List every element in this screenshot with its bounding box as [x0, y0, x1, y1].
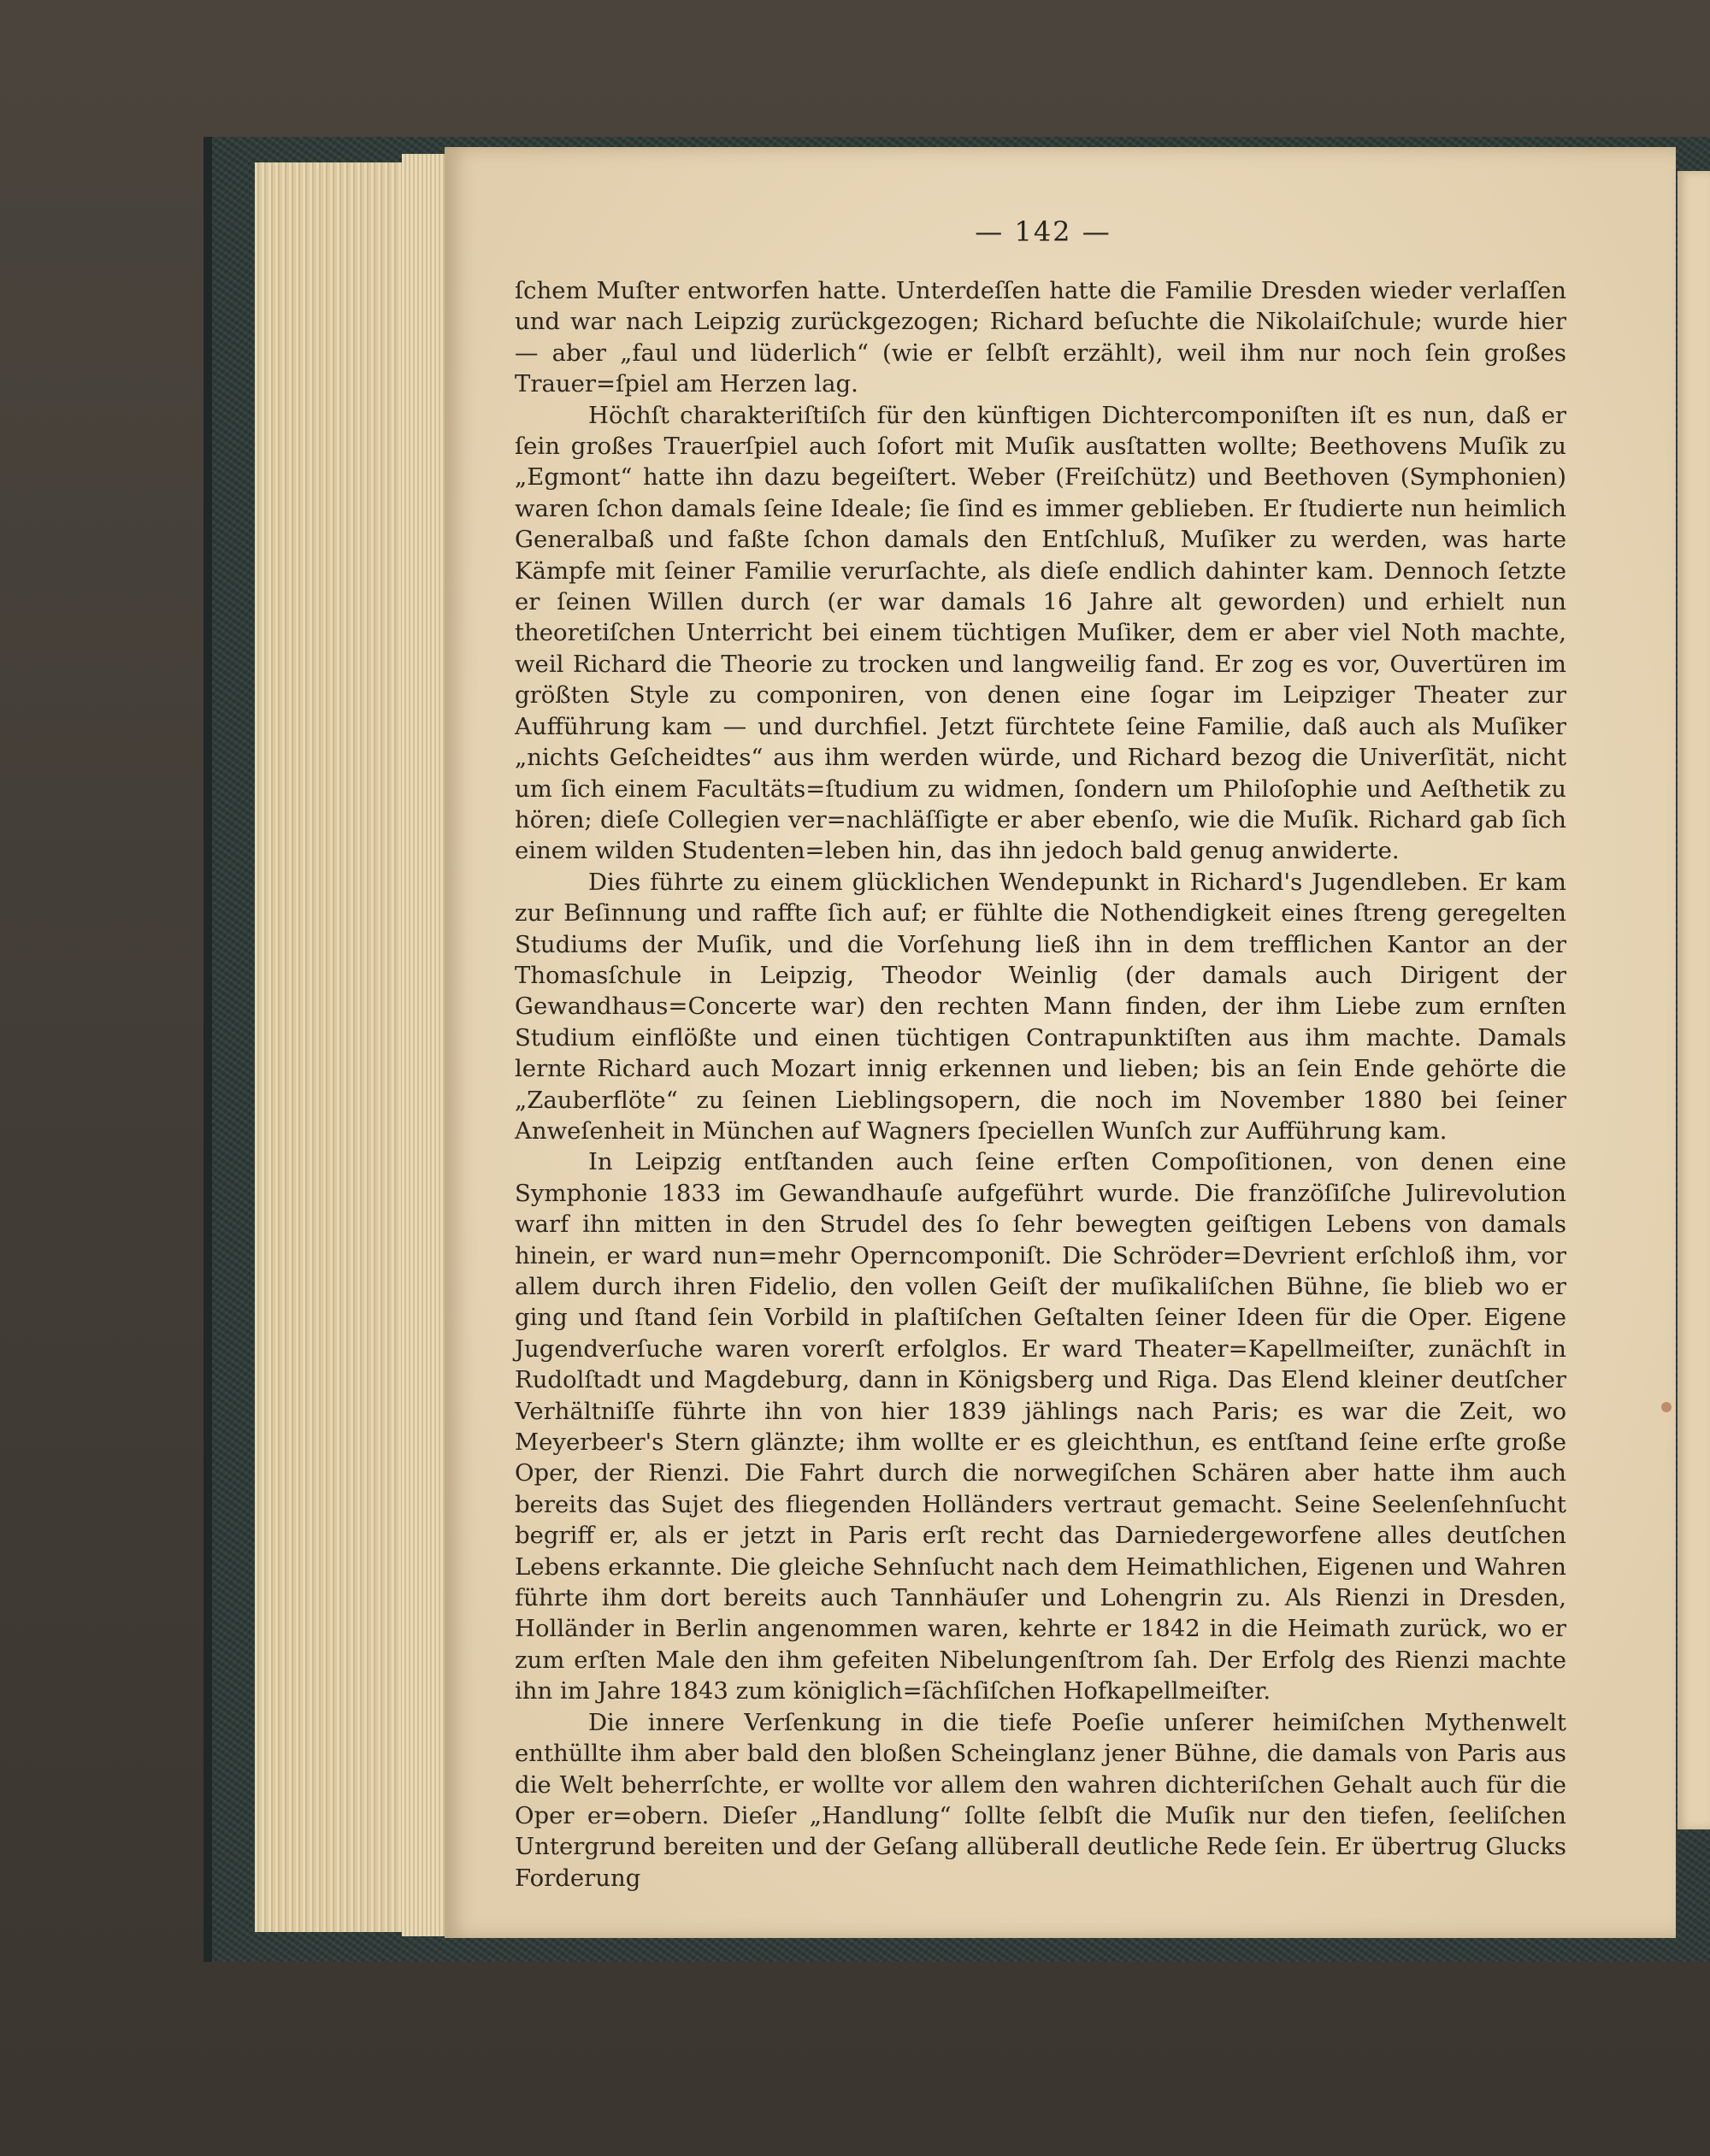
paragraph: Höchſt charakteriſtiſch für den künftigen Dichtercomponiſten iſt es nun, daß er ſein großes Trauerſpiel auch ſofort mit Muſik ausſtatten wollte; Beethovens Muſik zu „Egmont“ hatte ihn dazu begeiſtert. Weber (Freiſchütz) und Beethoven (Symphonien) waren ſchon damals ſeine Ideale; ſie ſind es immer geblieben. Er ſtudierte nun heimlich Generalbaß und faßte ſchon damals den Entſchluß, Muſiker zu werden, was harte Kämpfe mit ſeiner Familie verurſachte, als dieſe endlich dahinter kam. Dennoch ſetzte er ſeinen Willen durch (er war damals 16 Jahre alt geworden) und erhielt nun theoretiſchen Unterricht bei einem tüchtigen Muſiker, dem er aber viel Noth machte, weil Richard die Theorie zu trocken und langweilig fand. Er zog es vor, Ouvertüren im größten Style zu componiren, von denen eine ſogar im Leipziger Theater zur Aufführung kam — und durchfiel. Jetzt fürchtete ſeine Familie, daß auch als Muſiker „nichts Geſcheidtes“ aus ihm werden würde, und Richard bezog die Univerſität, nicht um ſich einem Facultäts=ſtudium zu widmen, ſondern um Philoſophie und Aeſthetik zu hören; dieſe Collegien ver=nachläſſigte er aber ebenſo, wie die Muſik. Richard gab ſich einem wilden Studenten=leben hin, das ihn jedoch bald genug anwiderte. — [515, 401, 1566, 865]
next-page-edge — [1678, 171, 1710, 1829]
paragraph: Die innere Verſenkung in die tiefe Poeſie unſerer heimiſchen Mythenwelt enthüllte ihm aber bald den bloßen Scheinglanz jener Bühne, die damals von Paris aus die Welt beherrſchte, er wollte vor allem den wahren dichteriſchen Gehalt auch für die Oper er=obern. Dieſer „Handlung“ ſollte ſelbſt die Muſik nur den tiefen, ſeeliſchen Untergrund bereiten und der Geſang allüberall deutliche Rede ſein. Er übertrug Glucks Forderung — [515, 1708, 1566, 1892]
page-number-header: — 142 — — [975, 215, 1112, 248]
paragraph: ſchem Muſter entworfen hatte. Unterdeſſen hatte die Familie Dresden wieder verlaſſen und war nach Leipzig zurückgezogen; Richard beſuchte die Nikolaiſchule; wurde hier — aber „faul und lüderlich“ (wie er ſelbſt erzählt), weil ihm nur noch ſein großes Trauer=ſpiel am Herzen lag. — [515, 277, 1566, 398]
paragraph: Dies führte zu einem glücklichen Wendepunkt in Richard's Jugendleben. Er kam zur Beſinnung und raffte ſich auf; er fühlte die Nothendigkeit eines ſtreng geregelten Studiums der Muſik, und die Vorſehung ließ ihn in dem trefflichen Kantor an der Thomasſchule in Leipzig, Theodor Weinlig (der damals auch Dirigent der Gewandhaus=Concerte war) den rechten Mann finden, der ihm Liebe zum ernſten Studium einflößte und einen tüchtigen Contrapunktiſten aus ihm machte. Damals lernte Richard auch Mozart innig erkennen und lieben; bis an ſein Ende gehörte die „Zauberflöte“ zu ſeinen Lieblingsopern, die noch im November 1880 bei ſeiner Anweſenheit in München auf Wagners ſpeciellen Wunſch zur Aufführung kam. — [515, 868, 1566, 1145]
ink-smudge — [1661, 1402, 1672, 1412]
paragraph: In Leipzig entſtanden auch ſeine erſten Compoſitionen, von denen eine Symphonie 1833 im Gewandhauſe aufgeführt wurde. Die franzöſiſche Julirevolution warf ihn mitten in den Strudel des ſo ſehr bewegten geiſtigen Lebens von damals hinein, er ward nun=mehr Operncomponiſt. Die Schröder=Devrient erſchloß ihm, vor allem durch ihren Fidelio, den vollen Geiſt der muſikaliſchen Bühne, ſie blieb wo er ging und ſtand ſein Vorbild in plaſtiſchen Geſtalten ſeiner Ideen für die Oper. Eigene Jugendverſuche waren vorerſt erfolglos. Er ward Theater=Kapellmeiſter, zunächſt in Rudolſtadt und Magdeburg, dann in Königsberg und Riga. Das Elend kleiner deutſcher Verhältniſſe führte ihn von hier 1839 jählings nach Paris; es war die Zeit, wo Meyerbeer's Stern glänzte; ihm wollte er es gleichthun, es entſtand ſeine erſte große Oper, der Rienzi. Die Fahrt durch die norwegiſchen Schären aber hatte ihm auch bereits das Sujet des fliegenden Holländers vertraut gemacht. Seine Seelenſehnſucht begriff er, als er jetzt in Paris erſt recht das Darniedergeworfene alles deutſchen Lebens erkannte. Die gleiche Sehnſucht nach dem Heimathlichen, Eigenen und Wahren führte ihm dort bereits auch Tannhäuſer und Lohengrin zu. Als Rienzi in Dresden, Holländer in Berlin angenommen waren, kehrte er 1842 in die Heimath zurück, wo er zum erſten Male den ihm gefeiten Nibelungenſtrom ſah. Der Erfolg des Rienzi machte ihn im Jahre 1843 zum königlich=ſächſiſchen Hofkapellmeiſter. — [515, 1148, 1566, 1705]
page-text — [515, 275, 1566, 1894]
